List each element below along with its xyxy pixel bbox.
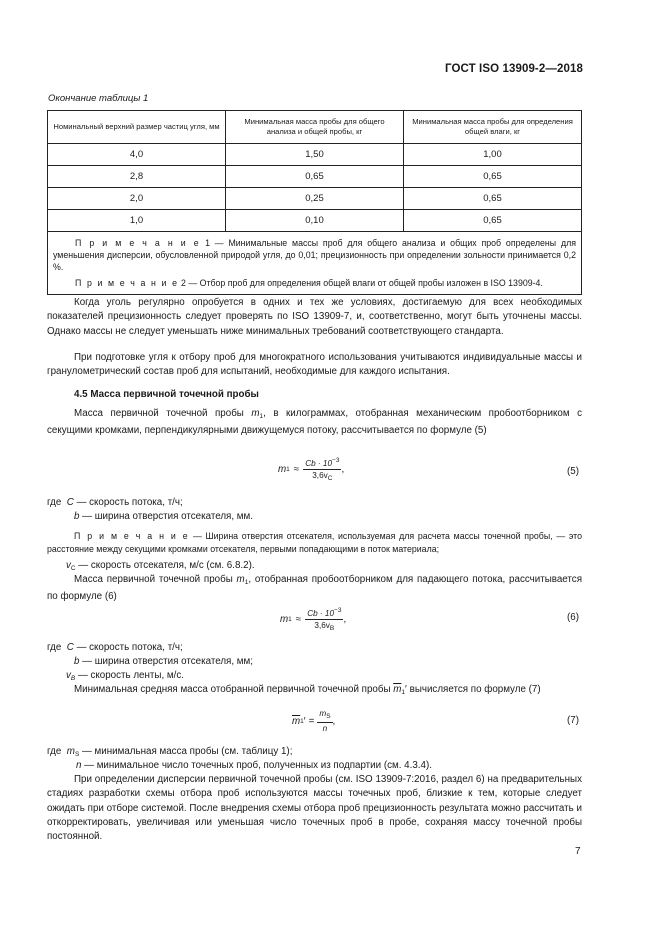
text-run: вычисляется по формуле (7) <box>406 684 541 695</box>
formula-lhs: m <box>280 614 289 625</box>
exponent: −3 <box>332 457 340 464</box>
table-cell: 0,65 <box>483 215 502 226</box>
column-header: Минимальная масса пробы для определения общей влаги, кг <box>412 117 573 136</box>
table-cell: 0,10 <box>226 210 404 231</box>
symbol: b <box>74 656 80 667</box>
where-line: $v_C$ — скорость отсекателя, м/с (см. 6.8.2). <box>66 560 255 572</box>
table-cell: 0,65 <box>483 171 502 182</box>
table-cell: 0,25 <box>226 188 404 209</box>
text-run: Масса первичной точечной пробы <box>74 408 252 419</box>
page-number: 7 <box>575 846 581 857</box>
subscript: S <box>326 713 331 720</box>
symbol: v <box>66 670 71 681</box>
symbol: C <box>66 497 74 508</box>
document-header: ГОСТ ISO 13909-2—2018 <box>445 63 583 75</box>
note-2 <box>53 277 576 289</box>
definition: — скорость ленты, м/с. <box>75 670 184 681</box>
where-line <box>47 496 183 510</box>
where-line <box>74 655 253 669</box>
table-row <box>48 166 581 188</box>
note-label: П р и м е ч а н и е <box>74 531 190 541</box>
note-text: 1 — Минимальные массы проб для общего анализа и общих проб определены для уменьшения дисперсии, обусловленной природой угля, до 0,01; прецизионность при определении зольности принимается 0,2 %. <box>53 238 576 272</box>
sample-mass-table <box>47 110 582 295</box>
table-cell: 2,0 <box>48 188 226 209</box>
paragraph-3: Масса первичной точечной пробы $m_1$, в килограммах, отобранная механическим пробоотборником с секущими кромками, перпендикулярными движущемуся потоку, рассчитывается по формуле (5) <box>47 408 582 437</box>
definition: — минимальное число точечных проб, полученных из подпартии (см. 4.3.4). <box>81 760 432 771</box>
table-cell: 4,0 <box>48 144 226 165</box>
formula-tail: , <box>332 715 336 727</box>
where-line <box>47 641 183 655</box>
text-run: Минимальная средняя масса отобранной первичной точечной пробы <box>74 684 394 695</box>
formula-7: $\overline{m}$ 1 ′ = $\frac{m_S}{n}$ , <box>292 709 336 733</box>
note-label: П р и м е ч а н и е <box>75 278 179 288</box>
table-cell: 2,8 <box>48 166 226 187</box>
note-label: П р и м е ч а н и е <box>75 238 201 248</box>
definition: — минимальная масса пробы (см. таблицу 1); <box>79 746 293 757</box>
table-notes-row <box>48 232 581 294</box>
denominator: n <box>322 724 328 733</box>
where-prefix: где <box>47 642 62 653</box>
table-caption: Окончание таблицы 1 <box>48 93 149 104</box>
symbol: b <box>74 511 80 522</box>
note-3 <box>47 530 582 556</box>
denominator: 3,6v <box>312 471 328 480</box>
table-row <box>48 188 581 210</box>
paragraph-1: Когда уголь регулярно опробуется в одних и тех же условиях, достигаемую для всех необходимых показателей прецизионность следует проверять по ISO 13909-7, и, соответственно, могут быть уточнены массы. Однако массы не следует уменьшать ниже минимальных требований соответствующего стандарта. <box>47 297 582 337</box>
paragraph-2: При подготовке угля к отбору проб для многократного использования учитываются индивидуальные массы и гранулометрический состав проб для испытаний, необходимые для каждого испытания. <box>47 352 582 378</box>
definition: — ширина отверстия отсекателя, мм. <box>79 511 253 522</box>
subscript: 1 <box>286 466 290 473</box>
subscript: 1 <box>288 616 292 623</box>
numerator: m <box>319 709 327 718</box>
formula-5: m 1 ≈ $\frac{Cb \cdot 10^{-3}}{3,6v_C}$ , <box>278 457 345 482</box>
table-notes <box>48 232 581 294</box>
formula-tail: , <box>343 614 347 625</box>
formula-number: (6) <box>567 612 579 623</box>
definition: — скорость отсекателя, м/с (см. 6.8.2). <box>75 560 255 571</box>
note-text: 2 — Отбор проб для определения общей влаги от общей пробы изложен в ISO 13909-4. <box>178 278 543 288</box>
formula-number: (7) <box>567 715 579 726</box>
definition: — ширина отверстия отсекателя, мм; <box>79 656 253 667</box>
text-run: , отобранная пробоотборником для падающего потока, рассчитывается по формуле (6) <box>47 574 582 603</box>
where-line: n — минимальное число точечных проб, полученных из подпартии (см. 4.3.4). <box>76 760 432 771</box>
where-line <box>74 510 253 524</box>
where-line: $v_B$ — скорость ленты, м/с. <box>66 670 184 682</box>
note-text: — Ширина отверстия отсекателя, используемая для расчета массы точечной пробы, — это расстояние между секущими кромками отсекателя, первыми попадающими в поток материала; <box>47 531 583 554</box>
table-cell: 1,50 <box>226 144 404 165</box>
column-header: Номинальный верхний размер частиц угля, мм <box>48 111 226 143</box>
note-1 <box>53 237 576 273</box>
table-header-row <box>48 111 581 144</box>
numerator: Cb · 10 <box>305 459 333 468</box>
text-run: Масса первичной точечной пробы <box>74 574 237 585</box>
text-run: , в килограммах, отобранная механическим пробоотборником с секущими кромками, перпендикулярными движущемуся потоку, рассчитывается по формуле (5) <box>47 408 582 437</box>
formula-number: (5) <box>567 466 579 477</box>
formula-lhs: m <box>278 464 287 475</box>
symbol: C <box>66 642 74 653</box>
numerator: Cb · 10 <box>307 609 335 618</box>
paragraph-4: Масса первичной точечной пробы $m_1$, отобранная пробоотборником для падающего потока, рассчитывается по формуле (6) <box>47 574 582 603</box>
table-cell: 0,65 <box>483 193 502 204</box>
table-cell: 1,00 <box>483 149 502 160</box>
table-row <box>48 210 581 232</box>
paragraph-6: При определении дисперсии первичной точечной пробы (см. ISO 13909-7:2016, раздел 6) на предварительных стадиях разработки схемы отбора проб используются массы точечных проб, близкие к тем, которые следует ожидать при отборе системой. После внедрения схемы отбора проб прецизионность результата можно рассчитать и откорректировать, увеличивая или уменьшая число точечных проб в пробе, сохраняя массу точечной пробы постоянной. <box>47 774 582 843</box>
paragraph-5: Минимальная средняя масса отобранной первичной точечной пробы $\overline{m}_1'$ вычисляется по формуле (7) <box>74 684 541 696</box>
table-cell: 0,65 <box>226 166 404 187</box>
definition: — скорость потока, т/ч; <box>73 497 183 508</box>
table-cell: 1,0 <box>48 210 226 231</box>
table-row <box>48 144 581 166</box>
column-header: Минимальная масса пробы для общего анализа и общей пробы, кг <box>226 111 404 143</box>
subscript: B <box>329 625 335 632</box>
subscript: C <box>327 475 333 482</box>
formula-6: m 1 ≈ $\frac{Cb \cdot 10^{-3}}{3,6v_B}$ , <box>280 607 347 632</box>
where-prefix: где <box>47 497 62 508</box>
formula-tail: , <box>341 464 345 475</box>
denominator: 3,6v <box>314 621 330 630</box>
where-line: где $m_S$ — минимальная масса пробы (см. таблицу 1); <box>47 746 293 758</box>
section-title: 4.5 Масса первичной точечной пробы <box>74 389 259 400</box>
exponent: −3 <box>334 607 342 614</box>
definition: — скорость потока, т/ч; <box>73 642 183 653</box>
where-prefix: где <box>47 746 62 757</box>
